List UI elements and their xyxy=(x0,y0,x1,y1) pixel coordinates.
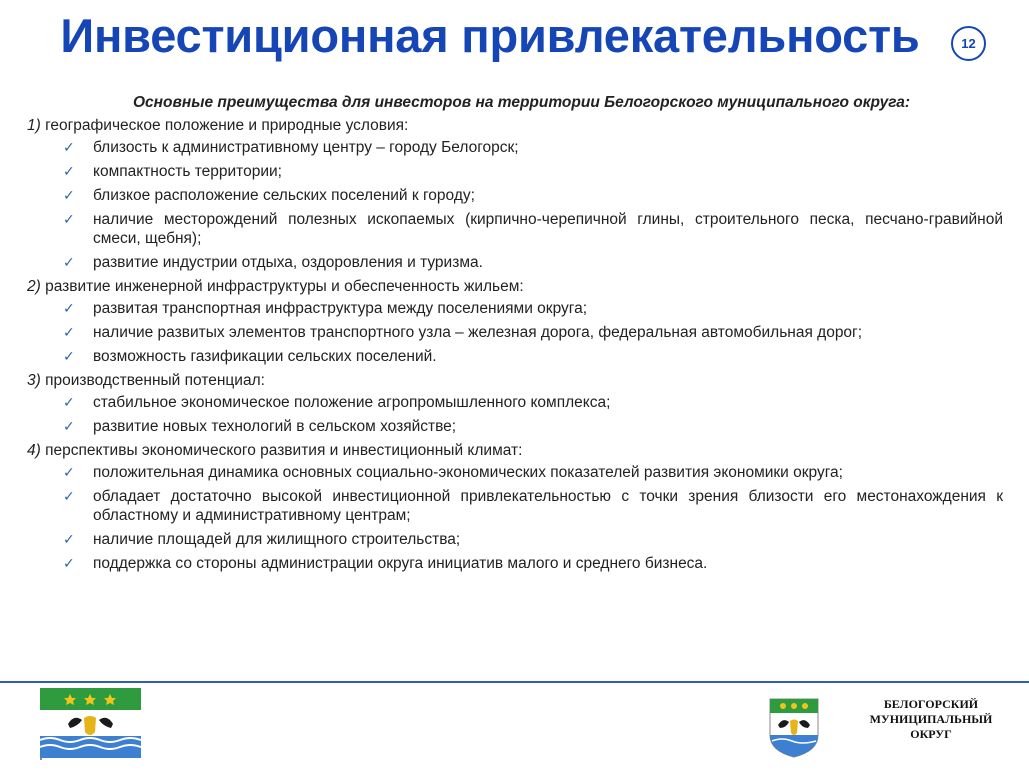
list-item-text: наличие месторождений полезных ископаемых (кирпично-черепичной глины, строительного песка, песчано-гравийной смеси, щебня); xyxy=(93,211,1003,247)
list-item xyxy=(27,463,1003,482)
brand-line: ОКРУГ xyxy=(910,727,952,741)
footer-divider xyxy=(0,681,1029,683)
checkmark-icon: ✓ xyxy=(63,464,75,480)
list-item-text: наличие развитых элементов транспортного узла – железная дорога, федеральная автомобильная дорог; xyxy=(93,324,863,341)
list-item xyxy=(27,393,1003,412)
checkmark-icon: ✓ xyxy=(63,324,75,340)
section-label: перспективы экономического развития и инвестиционный климат: xyxy=(40,442,523,459)
section-number: 2) xyxy=(27,278,41,295)
list-item-text: положительная динамика основных социально-экономических показателей развития экономики округа; xyxy=(93,464,843,481)
list-item-text: возможность газификации сельских поселений. xyxy=(93,348,437,365)
section-heading xyxy=(27,441,1003,460)
list-item-text: компактность территории; xyxy=(93,163,282,180)
section-number: 3) xyxy=(27,372,41,389)
list-item xyxy=(27,554,1003,573)
municipal-flag-icon xyxy=(40,688,141,758)
bullet-list xyxy=(27,463,1003,573)
checkmark-icon: ✓ xyxy=(63,418,75,434)
section-number: 1) xyxy=(27,117,41,134)
list-item-text: развитая транспортная инфраструктура между поселениями округа; xyxy=(93,300,588,317)
checkmark-icon: ✓ xyxy=(63,163,75,179)
section-label: производственный потенциал: xyxy=(40,372,265,389)
list-item-text: близость к административному центру – городу Белогорск; xyxy=(93,139,519,156)
checkmark-icon: ✓ xyxy=(63,555,75,571)
section-label: развитие инженерной инфраструктуры и обеспеченность жильем: xyxy=(40,278,524,295)
bullet-list xyxy=(27,393,1003,436)
list-item-text: наличие площадей для жилищного строительства; xyxy=(93,531,461,548)
list-item-text: поддержка со стороны администрации округа инициатив малого и среднего бизнеса. xyxy=(93,555,708,572)
list-item-text: развитие новых технологий в сельском хозяйстве; xyxy=(93,418,457,435)
checkmark-icon: ✓ xyxy=(63,139,75,155)
municipality-brand xyxy=(858,697,1004,742)
list-item xyxy=(27,417,1003,436)
section-number: 4) xyxy=(27,442,41,459)
bullet-list xyxy=(27,299,1003,366)
checkmark-icon: ✓ xyxy=(63,348,75,364)
section-heading xyxy=(27,277,1003,296)
slide-content xyxy=(27,93,1003,578)
checkmark-icon: ✓ xyxy=(63,531,75,547)
checkmark-icon: ✓ xyxy=(63,488,75,504)
list-item-text: стабильное экономическое положение агропромышленного комплекса; xyxy=(93,394,611,411)
section-heading xyxy=(27,116,1003,135)
checkmark-icon: ✓ xyxy=(63,211,75,227)
list-item xyxy=(27,347,1003,366)
checkmark-icon: ✓ xyxy=(63,394,75,410)
checkmark-icon: ✓ xyxy=(63,254,75,270)
list-item xyxy=(27,323,1003,342)
list-item-text: близкое расположение сельских поселений к городу; xyxy=(93,187,475,204)
checkmark-icon: ✓ xyxy=(63,187,75,203)
brand-line: МУНИЦИПАЛЬНЫЙ xyxy=(869,712,993,726)
list-item xyxy=(27,299,1003,318)
list-item-text: обладает достаточно высокой инвестиционной привлекательностью с точки зрения близости его местонахождения к областному и административному центрам; xyxy=(93,488,1003,524)
bullet-list xyxy=(27,138,1003,272)
list-item xyxy=(27,487,1003,525)
list-item xyxy=(27,162,1003,181)
list-item xyxy=(27,253,1003,272)
section-heading xyxy=(27,371,1003,390)
list-item xyxy=(27,210,1003,248)
checkmark-icon: ✓ xyxy=(63,300,75,316)
list-item xyxy=(27,186,1003,205)
section-label: географическое положение и природные условия: xyxy=(40,117,409,134)
brand-line: БЕЛОГОРСКИЙ xyxy=(883,697,979,711)
list-item-text: развитие индустрии отдыха, оздоровления и туризма. xyxy=(93,254,483,271)
coat-of-arms-icon xyxy=(768,697,820,759)
page-number-badge: 12 xyxy=(951,26,986,61)
slide-title: Инвестиционная привлекательность xyxy=(60,9,920,62)
list-item xyxy=(27,138,1003,157)
list-item xyxy=(27,530,1003,549)
intro-heading: Основные преимущества для инвесторов на территории Белогорского муниципального округа: xyxy=(133,94,911,111)
